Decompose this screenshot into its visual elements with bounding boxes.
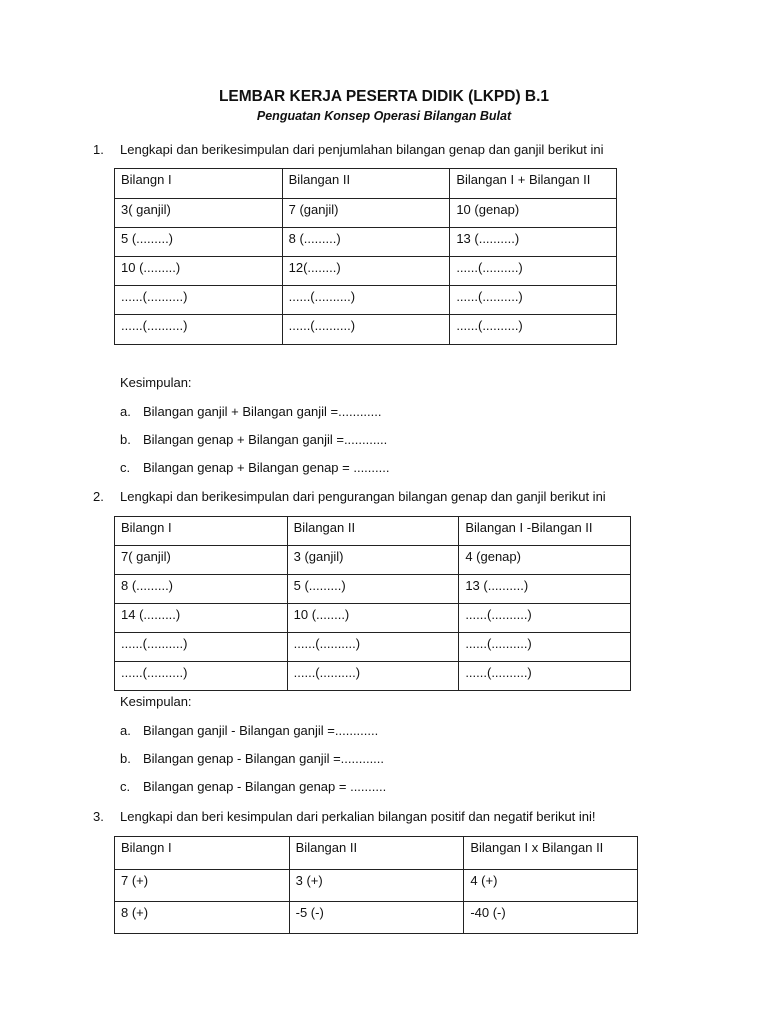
conclusion-letter: c. xyxy=(120,779,131,794)
table-cell: ......(..........) xyxy=(287,633,459,662)
table-header-cell: Bilangan I x Bilangan II xyxy=(464,837,638,870)
table-cell: -40 (-) xyxy=(464,902,638,934)
table-cell: 3 (ganjil) xyxy=(287,546,459,575)
table-header-cell: Bilangn I xyxy=(115,169,283,199)
table-cell: 3( ganjil) xyxy=(115,199,283,228)
table-cell: 4 (genap) xyxy=(459,546,631,575)
table-row xyxy=(115,575,631,604)
conclusion-text: Bilangan genap + Bilangan ganjil =............ xyxy=(143,432,388,447)
question-3-table xyxy=(114,836,638,934)
conclusion-text: Bilangan genap - Bilangan ganjil =............ xyxy=(143,751,385,766)
table-header-cell: Bilangan II xyxy=(289,837,464,870)
table-cell: 10 (genap) xyxy=(450,199,617,228)
table-cell: 8 (.........) xyxy=(282,228,450,257)
table-cell: ......(..........) xyxy=(282,286,450,315)
table-cell: 13 (..........) xyxy=(450,228,617,257)
table-cell: ......(..........) xyxy=(459,633,631,662)
table-row xyxy=(115,257,617,286)
table-header-cell: Bilangan II xyxy=(287,517,459,546)
table-cell: 7 (ganjil) xyxy=(282,199,450,228)
conclusion-letter: a. xyxy=(120,723,131,738)
table-cell: ......(..........) xyxy=(115,633,288,662)
table-cell: 10 (........) xyxy=(287,604,459,633)
table-cell: 13 (..........) xyxy=(459,575,631,604)
question-2-text: Lengkapi dan berikesimpulan dari pengurangan bilangan genap dan ganjil berikut ini xyxy=(120,489,606,504)
question-1-text: Lengkapi dan berikesimpulan dari penjumlahan bilangan genap dan ganjil berikut ini xyxy=(120,142,604,157)
question-1-number: 1. xyxy=(93,142,104,157)
table-header-cell: Bilangan II xyxy=(282,169,450,199)
table-row xyxy=(115,902,638,934)
table-row xyxy=(115,315,617,345)
table-cell: ......(..........) xyxy=(115,315,283,345)
conclusion-letter: c. xyxy=(120,460,131,475)
table-row xyxy=(115,199,617,228)
conclusion-text: Bilangan genap - Bilangan genap = .......... xyxy=(143,779,387,794)
table-row xyxy=(115,286,617,315)
table-row xyxy=(115,604,631,633)
question-2-table xyxy=(114,516,631,691)
question-2-number: 2. xyxy=(93,489,104,504)
table-cell: 12(........) xyxy=(282,257,450,286)
conclusion-text: Bilangan ganjil + Bilangan ganjil =............ xyxy=(143,404,382,419)
conclusion-text: Bilangan ganjil - Bilangan ganjil =............ xyxy=(143,723,379,738)
conclusion-letter: b. xyxy=(120,751,131,766)
table-cell: 3 (+) xyxy=(289,870,464,902)
table-cell: 8 (.........) xyxy=(115,575,288,604)
page-subtitle: Penguatan Konsep Operasi Bilangan Bulat xyxy=(256,109,512,123)
table-row xyxy=(115,633,631,662)
table-cell: 7 (+) xyxy=(115,870,290,902)
table-cell: ......(..........) xyxy=(450,257,617,286)
table-row xyxy=(115,870,638,902)
question-3-text: Lengkapi dan beri kesimpulan dari perkalian bilangan positif dan negatif berikut ini! xyxy=(120,809,596,824)
table-cell: ......(..........) xyxy=(459,662,631,691)
table-cell: ......(..........) xyxy=(115,662,288,691)
table-header-row xyxy=(115,517,631,546)
table-row xyxy=(115,546,631,575)
table-header-row xyxy=(115,169,617,199)
table-cell: ......(..........) xyxy=(282,315,450,345)
table-cell: 4 (+) xyxy=(464,870,638,902)
table-header-cell: Bilangan I + Bilangan II xyxy=(450,169,617,199)
table-cell: ......(..........) xyxy=(287,662,459,691)
question-1-kesimpulan-label: Kesimpulan: xyxy=(120,375,192,390)
table-cell: -5 (-) xyxy=(289,902,464,934)
table-header-cell: Bilangn I xyxy=(115,517,288,546)
question-3-number: 3. xyxy=(93,809,104,824)
table-cell: 7( ganjil) xyxy=(115,546,288,575)
table-cell: ......(..........) xyxy=(459,604,631,633)
question-1-table xyxy=(114,168,617,345)
conclusion-letter: a. xyxy=(120,404,131,419)
table-cell: 14 (.........) xyxy=(115,604,288,633)
table-header-cell: Bilangn I xyxy=(115,837,290,870)
table-header-cell: Bilangan I -Bilangan II xyxy=(459,517,631,546)
conclusion-text: Bilangan genap + Bilangan genap = .......... xyxy=(143,460,390,475)
table-row xyxy=(115,228,617,257)
table-row xyxy=(115,662,631,691)
table-cell: 8 (+) xyxy=(115,902,290,934)
table-cell: ......(..........) xyxy=(450,315,617,345)
page-title: LEMBAR KERJA PESERTA DIDIK (LKPD) B.1 xyxy=(218,88,550,105)
table-cell: ......(..........) xyxy=(115,286,283,315)
table-header-row xyxy=(115,837,638,870)
conclusion-letter: b. xyxy=(120,432,131,447)
table-cell: ......(..........) xyxy=(450,286,617,315)
table-cell: 5 (.........) xyxy=(287,575,459,604)
question-2-kesimpulan-label: Kesimpulan: xyxy=(120,694,192,709)
table-cell: 10 (.........) xyxy=(115,257,283,286)
table-cell: 5 (.........) xyxy=(115,228,283,257)
